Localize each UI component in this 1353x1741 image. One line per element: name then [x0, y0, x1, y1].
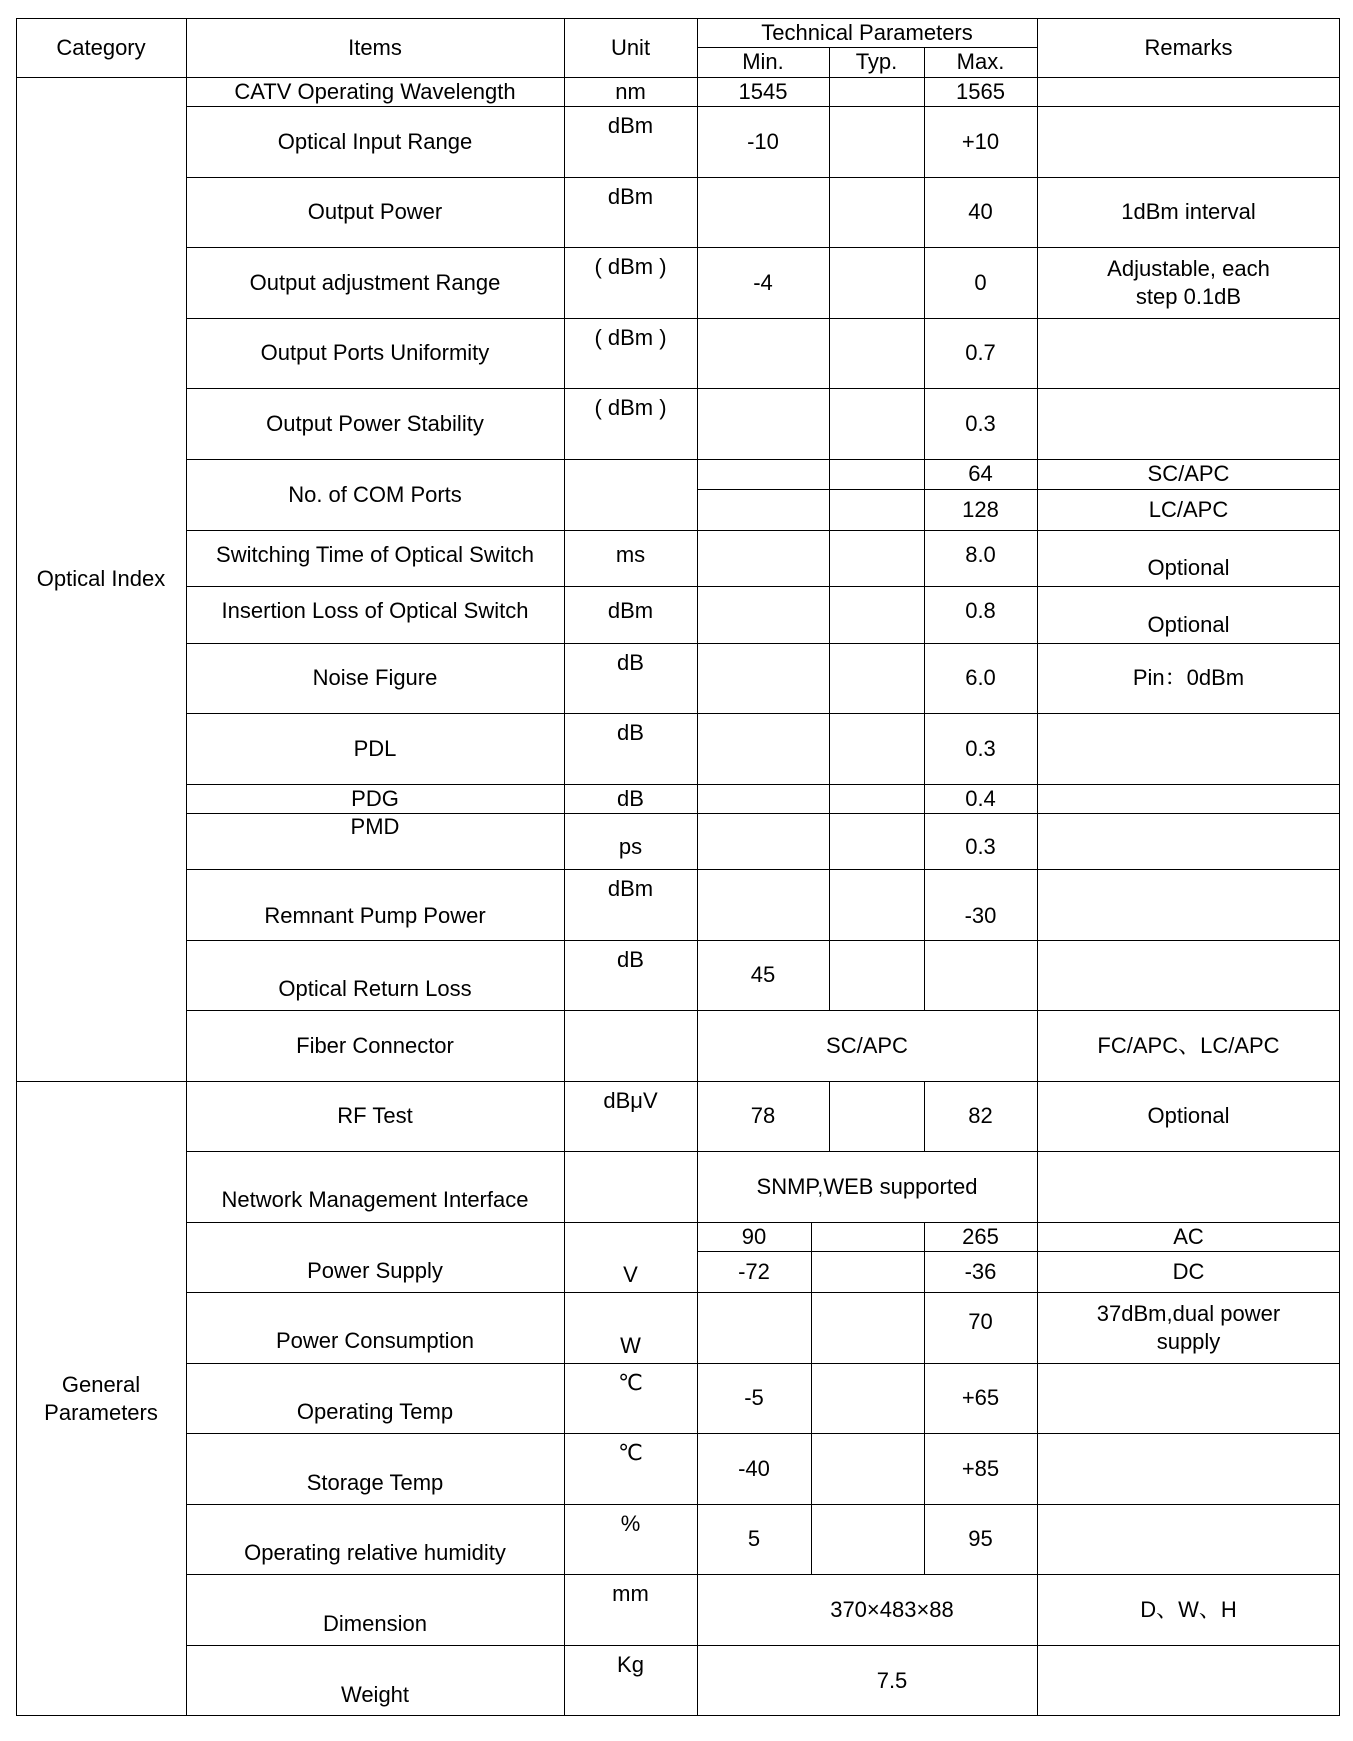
unit-cell: ℃: [618, 1370, 643, 1395]
min-cell: 78: [750, 1103, 776, 1128]
item-cell: Output Power: [307, 199, 443, 224]
max-cell: 0.8: [965, 598, 996, 623]
unit-cell: dBm: [607, 184, 654, 209]
unit-cell: Kg: [617, 1652, 644, 1677]
remarks-cell: SC/APC: [1147, 461, 1230, 486]
category-general: General Parameters: [44, 1371, 158, 1425]
unit-cell: ( dBm ): [594, 395, 667, 420]
remarks-cell: DC: [1172, 1258, 1205, 1284]
unit-cell: V: [623, 1262, 638, 1287]
header-min: Min.: [742, 49, 784, 74]
min-cell: -5: [744, 1385, 764, 1410]
max-cell: 0.3: [965, 834, 996, 859]
item-cell: Weight: [340, 1682, 410, 1707]
max-cell: 70: [968, 1309, 993, 1334]
item-cell: Dimension: [323, 1611, 427, 1636]
remarks-cell: 1dBm interval: [1121, 199, 1256, 224]
value-cell: 7.5: [876, 1667, 908, 1693]
item-cell: Switching Time of Optical Switch: [216, 542, 534, 567]
grid-line: [829, 47, 830, 1011]
item-cell: PMD: [350, 814, 400, 839]
remarks-cell: D、W、H: [1140, 1596, 1237, 1622]
min-cell: 45: [750, 962, 776, 987]
value-cell: SNMP,WEB supported: [756, 1173, 978, 1199]
grid-line: [829, 1081, 830, 1151]
item-cell: Insertion Loss of Optical Switch: [221, 598, 529, 623]
max-cell: 95: [968, 1526, 993, 1551]
max-cell: 0.7: [965, 340, 996, 365]
item-cell: Fiber Connector: [296, 1032, 454, 1058]
item-cell: Network Management Interface: [221, 1187, 529, 1212]
header-category: Category: [56, 34, 146, 60]
max-cell: 0.3: [965, 410, 996, 436]
item-cell: No. of COM Ports: [288, 481, 462, 507]
min-cell: -40: [738, 1455, 770, 1481]
item-cell: Optical Return Loss: [278, 976, 472, 1001]
remarks-cell: Optional: [1147, 555, 1230, 580]
item-cell: Output adjustment Range: [249, 269, 501, 295]
unit-cell: dBm: [607, 876, 654, 901]
unit-cell: dB: [617, 947, 644, 972]
min-cell: 90: [741, 1223, 767, 1249]
min-cell: -72: [738, 1258, 770, 1284]
max-cell: +10: [961, 128, 1000, 154]
max-cell: 0.4: [965, 785, 996, 811]
max-cell: 6.0: [965, 665, 996, 690]
remarks-cell: Optional: [1147, 612, 1230, 637]
unit-cell: dBm: [607, 113, 654, 138]
min-cell: 1545: [738, 78, 788, 104]
unit-cell: dB: [617, 720, 644, 745]
header-unit: Unit: [610, 34, 651, 60]
item-cell: Power Supply: [307, 1258, 443, 1283]
unit-cell: ps: [618, 834, 643, 859]
unit-cell: ( dBm ): [594, 254, 667, 279]
min-cell: -4: [753, 269, 773, 295]
remarks-cell: Optional: [1147, 1103, 1230, 1128]
unit-cell: dB: [617, 650, 644, 675]
max-cell: 128: [962, 496, 999, 522]
unit-cell: dBμV: [603, 1088, 658, 1113]
header-max: Max.: [956, 49, 1005, 74]
remarks-cell: Adjustable, each step 0.1dB: [1107, 255, 1270, 309]
max-cell: -30: [964, 902, 997, 928]
item-cell: CATV Operating Wavelength: [234, 78, 516, 104]
max-cell: 1565: [956, 78, 1005, 104]
item-cell: PDL: [353, 735, 397, 761]
unit-cell: %: [620, 1511, 641, 1536]
value-cell: 370×483×88: [830, 1596, 954, 1622]
item-cell: Operating Temp: [296, 1399, 454, 1424]
remarks-cell: Pin：0dBm: [1132, 665, 1245, 690]
max-cell: +85: [961, 1455, 1000, 1481]
category-optical: Optical Index: [36, 566, 166, 591]
max-cell: +65: [961, 1385, 1000, 1410]
grid-line: [811, 1222, 812, 1574]
remarks-cell: AC: [1173, 1223, 1204, 1249]
item-cell: Operating relative humidity: [244, 1540, 506, 1565]
unit-cell: ( dBm ): [594, 325, 667, 350]
unit-cell: W: [620, 1333, 641, 1358]
max-cell: -36: [964, 1258, 997, 1284]
max-cell: 64: [968, 461, 993, 486]
min-cell: -10: [747, 128, 779, 154]
max-cell: 265: [962, 1223, 999, 1249]
unit-cell: ℃: [618, 1440, 643, 1465]
max-cell: 0.3: [965, 735, 996, 761]
header-remarks: Remarks: [1144, 34, 1233, 60]
max-cell: 0: [974, 269, 987, 295]
remarks-cell: FC/APC、LC/APC: [1097, 1032, 1280, 1058]
value-cell: SC/APC: [826, 1032, 908, 1058]
header-items: Items: [348, 34, 402, 60]
unit-cell: ms: [615, 542, 646, 567]
item-cell: Noise Figure: [312, 665, 438, 690]
min-cell: 5: [747, 1526, 761, 1551]
unit-cell: dB: [617, 785, 644, 811]
remarks-cell: LC/APC: [1148, 496, 1229, 522]
item-cell: Optical Input Range: [277, 128, 473, 154]
remarks-cell: 37dBm,dual power supply: [1096, 1300, 1281, 1354]
header-typ: Typ.: [855, 49, 898, 74]
item-cell: Output Ports Uniformity: [260, 340, 490, 365]
item-cell: Remnant Pump Power: [264, 902, 486, 928]
item-cell: Power Consumption: [275, 1328, 475, 1353]
unit-cell: nm: [615, 78, 646, 104]
item-cell: PDG: [351, 785, 399, 811]
header-tech-params: Technical Parameters: [761, 19, 973, 45]
item-cell: RF Test: [337, 1103, 413, 1128]
max-cell: 82: [968, 1103, 993, 1128]
item-cell: Output Power Stability: [266, 410, 484, 436]
unit-cell: dBm: [607, 598, 654, 623]
unit-cell: mm: [612, 1581, 649, 1606]
item-cell: Storage Temp: [306, 1470, 444, 1495]
max-cell: 40: [968, 199, 993, 224]
max-cell: 8.0: [965, 542, 996, 567]
